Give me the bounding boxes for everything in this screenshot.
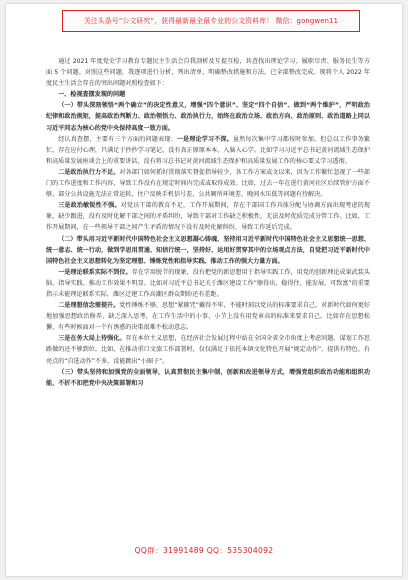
paragraph bbox=[46, 167, 370, 200]
paragraph bbox=[46, 333, 370, 366]
body-text: 虽然每次集中学习都按时参加，但总以工作事务繁忙，存在应付心理，只满足于抄抄学习笔记，没有真正原原本本、入脑入心学。比如学习习近平总书记黄河流域生态保护和高质量发展座谈会上的重要讲话，没有将习总书记对黄河流域生态保护和高质量发展工作的核心要义学习透彻。 bbox=[46, 135, 371, 165]
bold-text: 三是政治敏锐性不强。 bbox=[58, 202, 121, 210]
section-heading bbox=[46, 89, 370, 100]
body-text: 对党员干部的教育不足，工作开展期间，存在干部国工作具体分配与协调方面出现考虑的现象，缺少跟进，没有及时化解干部之间的矛盾纠纷，导致干部对工作缺乏积极性，无法及时优质完成分管工作。比如，工作开展期间，在一些领导干部之间产生矛盾的情况下没有及时化解纠纷，导致工作延后完成。 bbox=[46, 202, 371, 232]
bold-text: 三是在务大局上待强化。 bbox=[58, 335, 126, 343]
body-text: 通过 2021 年度党史学习教育专题民主生活会自我剖析及互提互检，共查找出理论学习、履职尽责、服务民生等方面 5 个问题。对照这些问题，我逐项进行分析，列出清单，明确整改措施和方法，已全部整改完成。现将个人 2022 年度民主生活会存在的突出问题对照检查如下： bbox=[46, 58, 370, 88]
paragraph bbox=[46, 134, 370, 167]
bold-text: 一是理论联系实际不到位。 bbox=[58, 268, 132, 276]
bold-text: 一是理论学习不深。 bbox=[176, 135, 233, 143]
document-body bbox=[46, 56, 370, 389]
body-text: 一、检视查摆发现的问题 bbox=[58, 91, 126, 99]
body-text: 对各部门如何抓好贯彻落实督促指导较少，各工作方案或文以来，因为工作繁忙忽视了一些部门的工作进度和工作内容，导致工作没有在规定时间内完成或取得成效。比如，过去一年在进行黄河社区后续管护方面不够，部分公共设施无法正常运转，住户反映手机信号差、公共厕所环境差、晚间水压低等问题有待解决。 bbox=[46, 168, 371, 199]
paragraph bbox=[46, 300, 370, 333]
bold-text: 二是政治执行力不足。 bbox=[58, 168, 120, 176]
paragraph bbox=[46, 56, 370, 89]
body-text: 党性锤炼不够，思想“紧箍咒”戴得不牢，不能时刻以党员的标准要求自己，对新时代如何更好地加强思想政治修养，缺乏深入思考，在工作生活中的小事、小节上没有用党章高的标准来要求自己。比如存在思想松懈，有些时候面对一个有诱惑的决策很难不松动意志。 bbox=[46, 302, 370, 332]
bold-text: 二是理想信念需提升。 bbox=[58, 302, 120, 310]
bold-text: （三）带头坚持和加强党的全面领导，认真贯彻民主集中制，创新和改进领导方式，增强党组织政治功能和组织功能，不折不扣把党中央决策部署和习 bbox=[46, 368, 370, 387]
body-text: 存在学用脱节的现象，没有把党的新思想用于指导实践工作，用党的创新理论成果武装头脑、指导实践、推动工作效果不明显。比如对习近平总书记关于潍区建设工作“擦得出、稳得住、能发展、可致富”的重要指示未能理论联系实际，潍区迁建工作高潮区群众期盼还有差距。 bbox=[46, 268, 371, 298]
paragraph bbox=[46, 267, 370, 300]
bold-text: （一）带头深刻领悟“两个确立”的决定性意义，增强“四个意识”、坚定“四个自信”、做到“两个维护”，严明政治纪律和政治规矩，提高政治判断力、政治领悟力、政治执行力，始终在政治立场、政治方向、政治原则、政治道路上同以习近平同志为核心的党中央保持高度一致方面。 bbox=[46, 102, 370, 132]
paragraph bbox=[46, 234, 370, 267]
paragraph bbox=[46, 200, 370, 233]
paragraph bbox=[46, 100, 370, 133]
body-text: 经认真查摆，主要有三个方面的问题表现： bbox=[58, 135, 177, 143]
promo-banner: 关注头条号“公文研究”，获得最新最全最专业的公文资料库！ 微信：gongwen11 bbox=[62, 10, 360, 32]
paragraph bbox=[46, 367, 370, 389]
body-text: 存在本位主义思想，在经济社会发展过程中站在全国全省全市角度上考虑问题、谋划工作思路做的还不够到位。比如，在推动重口文旅工作部署时，仅仅满足于依托本镇文化特色开展“规定动作”，提供有特色、有亮点的“自选动作”不多，没能跳出“小圈子”。 bbox=[46, 335, 371, 365]
bold-text: （二）带头用习近平新时代中国特色社会主义思想凝心铸魂，坚持用习近平新时代中国特色社会主义思想统一思想、统一意志、统一行动，做到学思用贯通、知信行统一，坚持好、运用好贯穿其中的立场观点方法，自觉把习近平新时代中国特色社会主义思想转化为坚定理想、锤炼党性和指导实践、推动工作的强大力量方面。 bbox=[46, 235, 370, 265]
footer-contact: QQ群：31991489 QQ：535304092 bbox=[134, 546, 274, 555]
document-page bbox=[6, 4, 402, 576]
